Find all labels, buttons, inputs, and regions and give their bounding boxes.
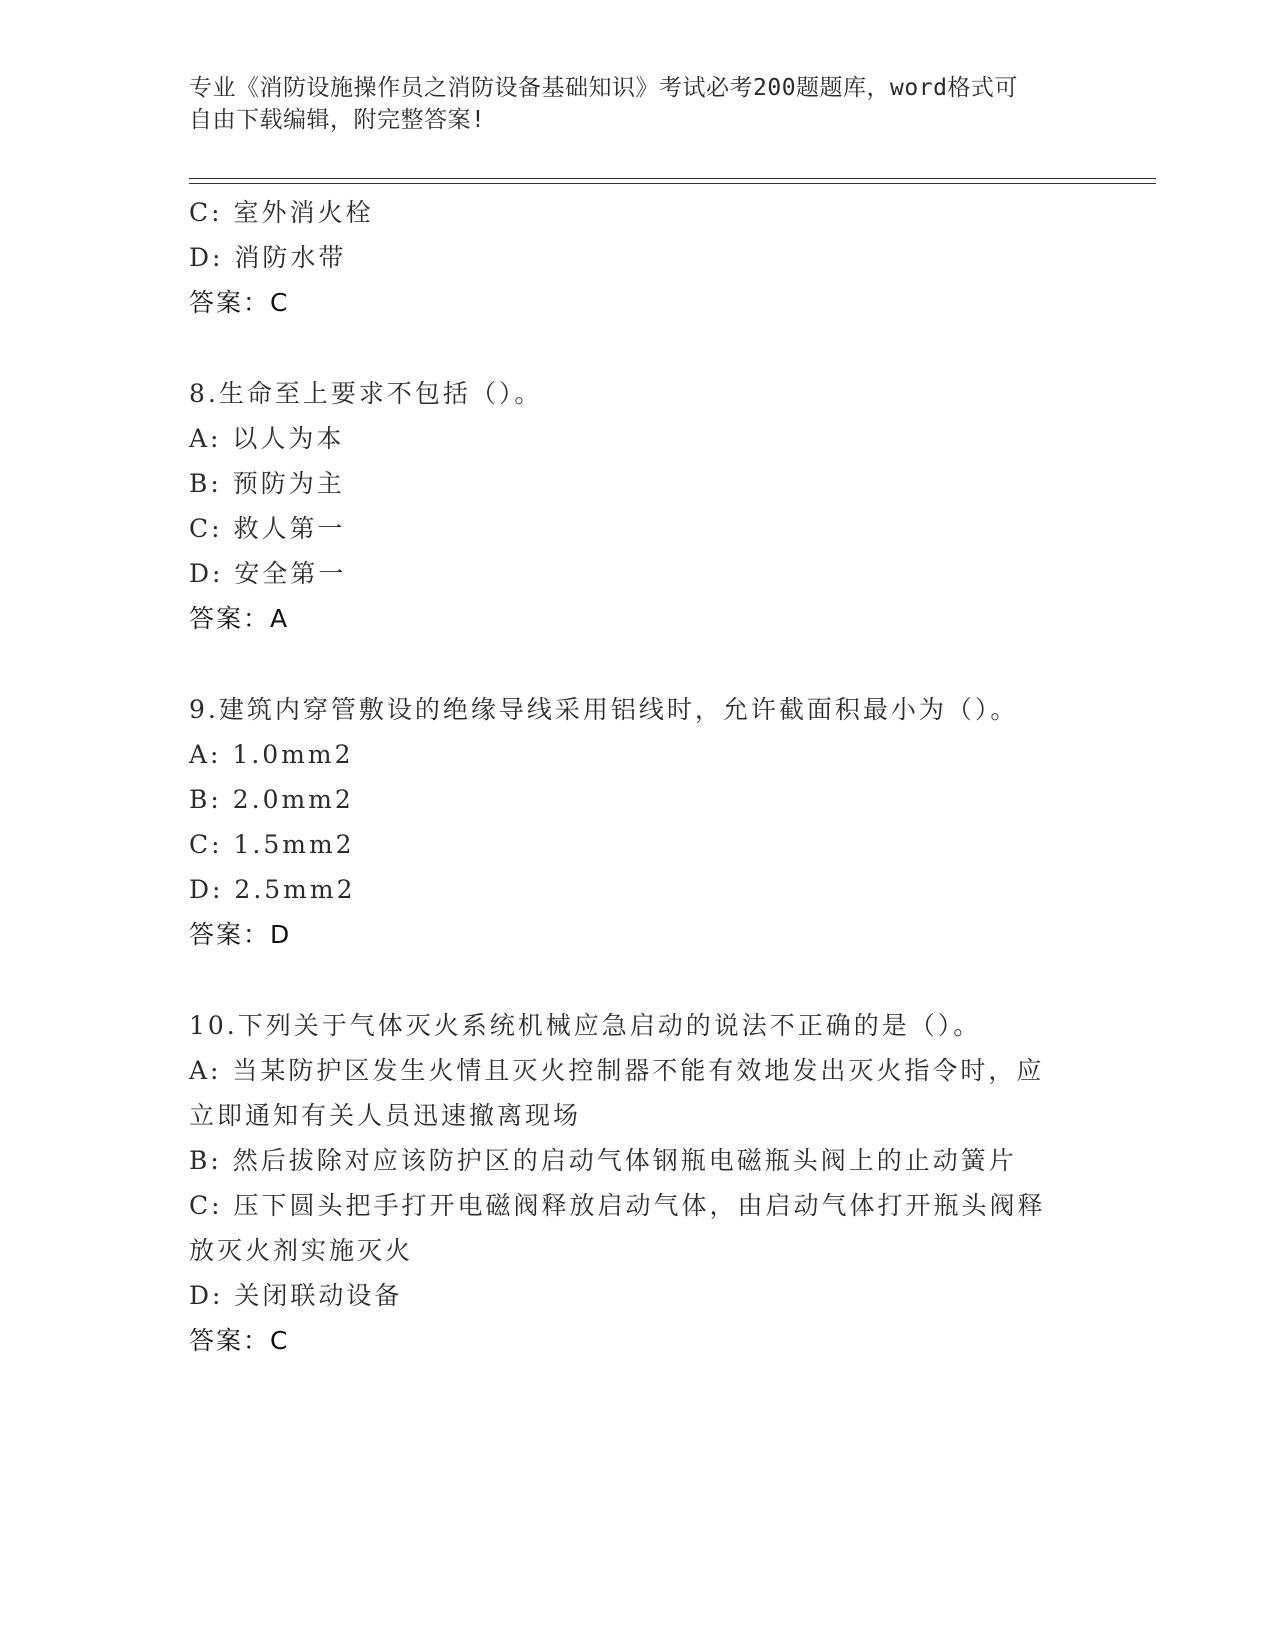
question-list [189,190,1089,1363]
question-8 [189,371,1089,641]
option-d: D: 关闭联动设备 [189,1281,403,1310]
question-9 [189,687,1089,957]
option-a-line-1: A: 当某防护区发生火情且灭火控制器不能有效地发出灭火指令时，应 [189,1056,1045,1085]
header-line-2: 自由下载编辑，附完整答案! [189,107,486,133]
question-10 [189,1003,1089,1363]
option-d: D: 消防水带 [189,243,347,272]
option-c: C: 1.5mm2 [189,830,355,859]
question-text: 10.下列关于气体灭火系统机械应急启动的说法不正确的是（）。 [189,1011,982,1040]
answer: 答案：C [189,288,290,317]
answer: 答案：C [189,1326,290,1355]
header-line-1: 专业《消防设施操作员之消防设备基础知识》考试必考200题题库，word格式可 [189,75,1018,101]
question-text: 8.生命至上要求不包括（）。 [189,379,543,408]
option-c: C: 救人第一 [189,514,346,543]
option-d: D: 2.5mm2 [189,875,356,904]
question-text: 9.建筑内穿管敷设的绝缘导线采用铝线时，允许截面积最小为（）。 [189,695,1019,724]
option-b: B: 2.0mm2 [189,785,354,814]
answer: 答案：D [189,920,292,949]
header-divider-bottom [189,183,1156,184]
document-header [189,72,1079,136]
header-divider-top [189,178,1156,179]
option-c-line-1: C: 压下圆头把手打开电磁阀释放启动气体，由启动气体打开瓶头阀释 [189,1191,1046,1220]
answer: 答案：A [189,604,290,633]
option-b: B: 预防为主 [189,469,345,498]
option-c-line-2: 放灭火剂实施灭火 [189,1236,414,1265]
option-c: C: 室外消火栓 [189,198,374,227]
option-b: B: 然后拔除对应该防护区的启动气体钢瓶电磁瓶头阀上的止动簧片 [189,1146,1017,1175]
option-a-line-2: 立即通知有关人员迅速撤离现场 [189,1101,582,1130]
option-a: A: 1.0mm2 [189,740,354,769]
option-d: D: 安全第一 [189,559,347,588]
option-a: A: 以人为本 [189,424,345,453]
question-7-tail [189,190,1089,325]
